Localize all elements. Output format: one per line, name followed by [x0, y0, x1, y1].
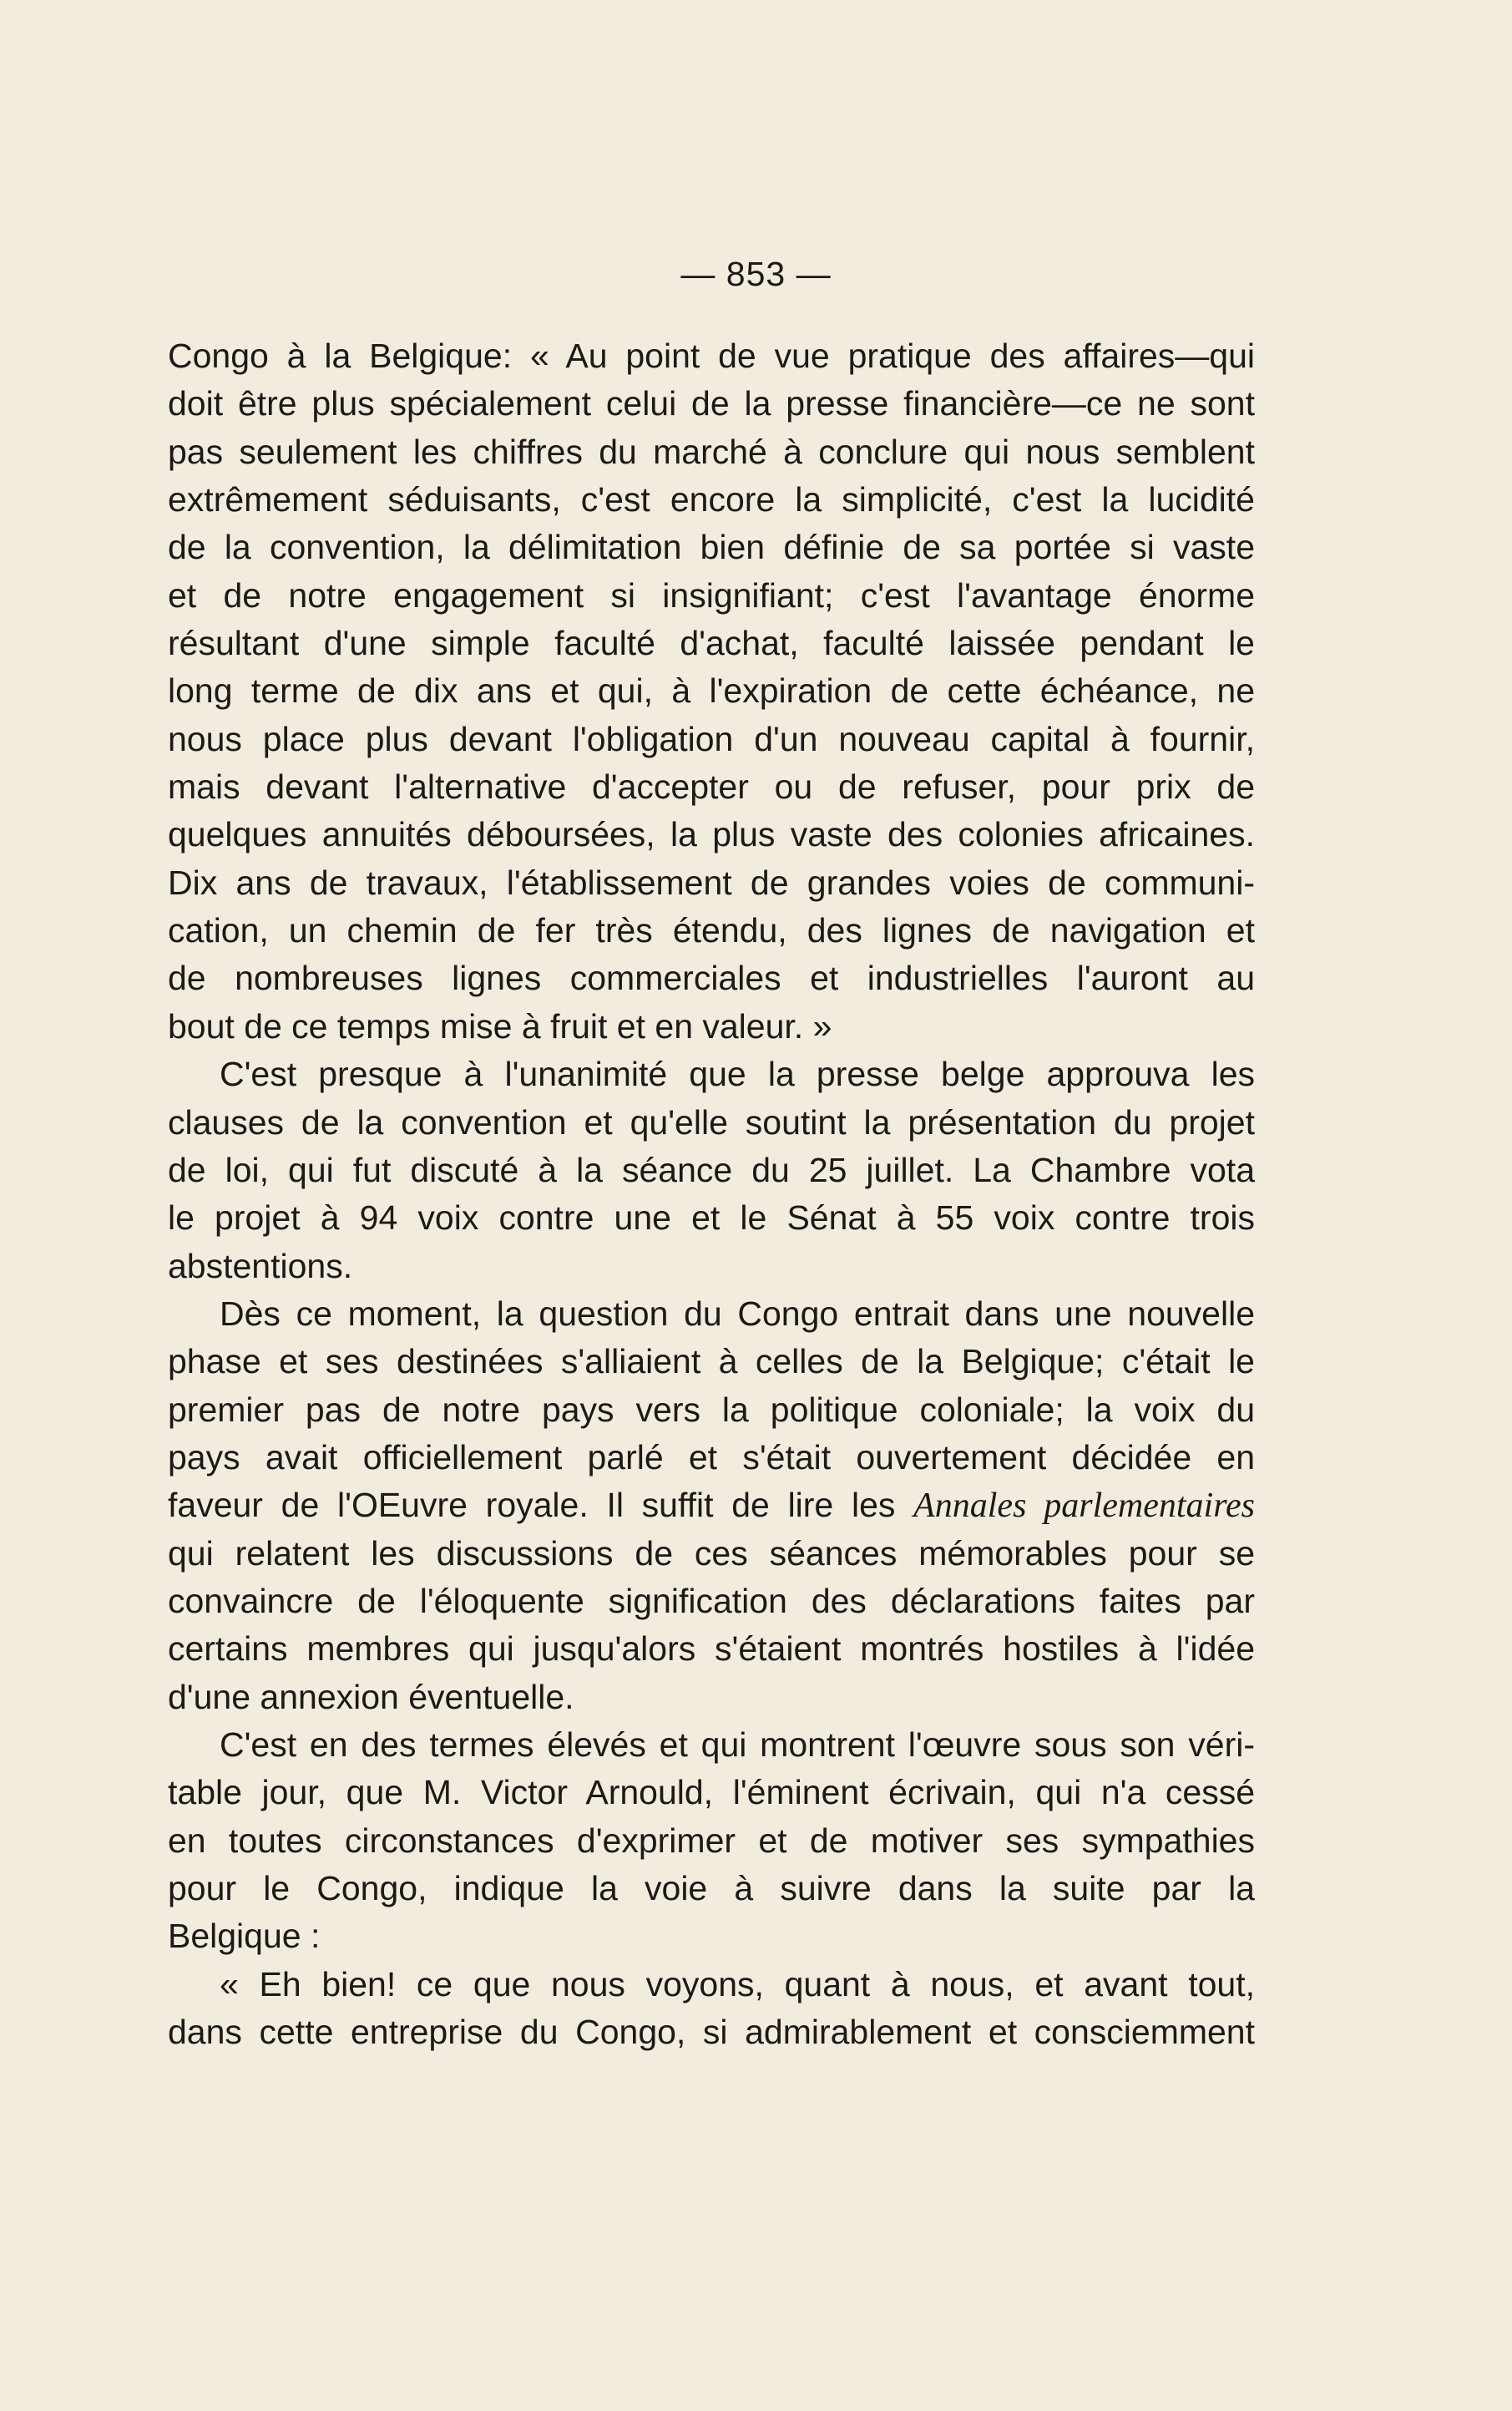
text-line: résultant d'une simple faculté d'achat, faculté laissée pendant le	[168, 624, 1255, 663]
text-line: de la convention, la délimitation bien définie de sa portée si vaste	[168, 528, 1255, 567]
text-line: et de notre engagement si insignifiant; c'est l'avantage énorme	[168, 575, 1255, 615]
text-line: doit être plus spécialement celui de la presse financière—ce ne sont	[168, 384, 1255, 423]
text-line: certains membres qui jusqu'alors s'étaient montrés hostiles à l'idée	[168, 1629, 1255, 1669]
text-line: nous place plus devant l'obligation d'un nouveau capital à fournir,	[168, 719, 1255, 758]
text-line: Congo à la Belgique: « Au point de vue pratique des affaires—qui	[168, 337, 1255, 375]
text-line: pour le Congo, indique la voie à suivre dans la suite par la	[168, 1869, 1255, 1907]
text-line	[168, 1482, 1255, 1529]
text-line: Belgique :	[168, 1917, 321, 1956]
text-line: convaincre de l'éloquente signification des déclarations faites par	[168, 1581, 1255, 1620]
paragraph-start-line: Dès ce moment, la question du Congo entrait dans une nouvelle	[220, 1294, 1255, 1333]
text-line: dans cette entreprise du Congo, si admirablement et consciemment	[168, 2013, 1255, 2052]
text-line: abstentions.	[168, 1246, 353, 1285]
text-line: de nombreuses lignes commerciales et industrielles l'auront au	[168, 959, 1255, 998]
paragraph-start-line: C'est en des termes élevés et qui montrent l'œuvre sous son véri-	[220, 1725, 1255, 1764]
text-line: le projet à 94 voix contre une et le Sénat à 55 voix contre trois	[168, 1198, 1255, 1238]
text-line: d'une annexion éventuelle.	[168, 1677, 574, 1716]
italic-title: Annales parlementaires	[913, 1487, 1255, 1526]
text-line: Dix ans de travaux, l'établissement de grandes voies de communi-	[168, 863, 1255, 902]
text-line: pas seulement les chiffres du marché à conclure qui nous semblent	[168, 432, 1255, 471]
text-line: quelques annuités déboursées, la plus vaste des colonies africaines.	[168, 815, 1255, 854]
text-line: long terme de dix ans et qui, à l'expiration de cette échéance, ne	[168, 671, 1255, 711]
text-line: en toutes circonstances d'exprimer et de motiver ses sympathies	[168, 1821, 1255, 1860]
page-number: — 853 —	[680, 255, 832, 293]
text-line: phase et ses destinées s'alliaient à celles de la Belgique; c'était le	[168, 1342, 1255, 1381]
text-line: de loi, qui fut discuté à la séance du 25 juillet. La Chambre vota	[168, 1150, 1255, 1189]
text-line: qui relatent les discussions de ces séances mémorables pour se	[168, 1533, 1255, 1573]
body-text	[168, 332, 1255, 2056]
text-line: cation, un chemin de fer très étendu, des lignes de navigation et	[168, 911, 1255, 950]
paragraph-start-line: « Eh bien! ce que nous voyons, quant à nous, et avant tout,	[220, 1964, 1255, 2003]
text-line: premier pas de notre pays vers la politique coloniale; la voix du	[168, 1390, 1255, 1429]
line-text: faveur de l'OEuvre royale. Il suffit de lire les	[168, 1486, 914, 1525]
text-line: extrêmement séduisants, c'est encore la simplicité, c'est la lucidité	[168, 480, 1255, 519]
text-line: pays avait officiellement parlé et s'était ouvertement décidée en	[168, 1437, 1255, 1476]
text-line: table jour, que M. Victor Arnould, l'éminent écrivain, qui n'a cessé	[168, 1773, 1255, 1812]
paragraph-start-line: C'est presque à l'unanimité que la presse belge approuva les	[220, 1055, 1255, 1094]
text-line: clauses de la convention et qu'elle soutint la présentation du projet	[168, 1102, 1255, 1142]
text-line: bout de ce temps mise à fruit et en valeur. »	[168, 1006, 832, 1046]
text-line: mais devant l'alternative d'accepter ou de refuser, pour prix de	[168, 767, 1255, 807]
